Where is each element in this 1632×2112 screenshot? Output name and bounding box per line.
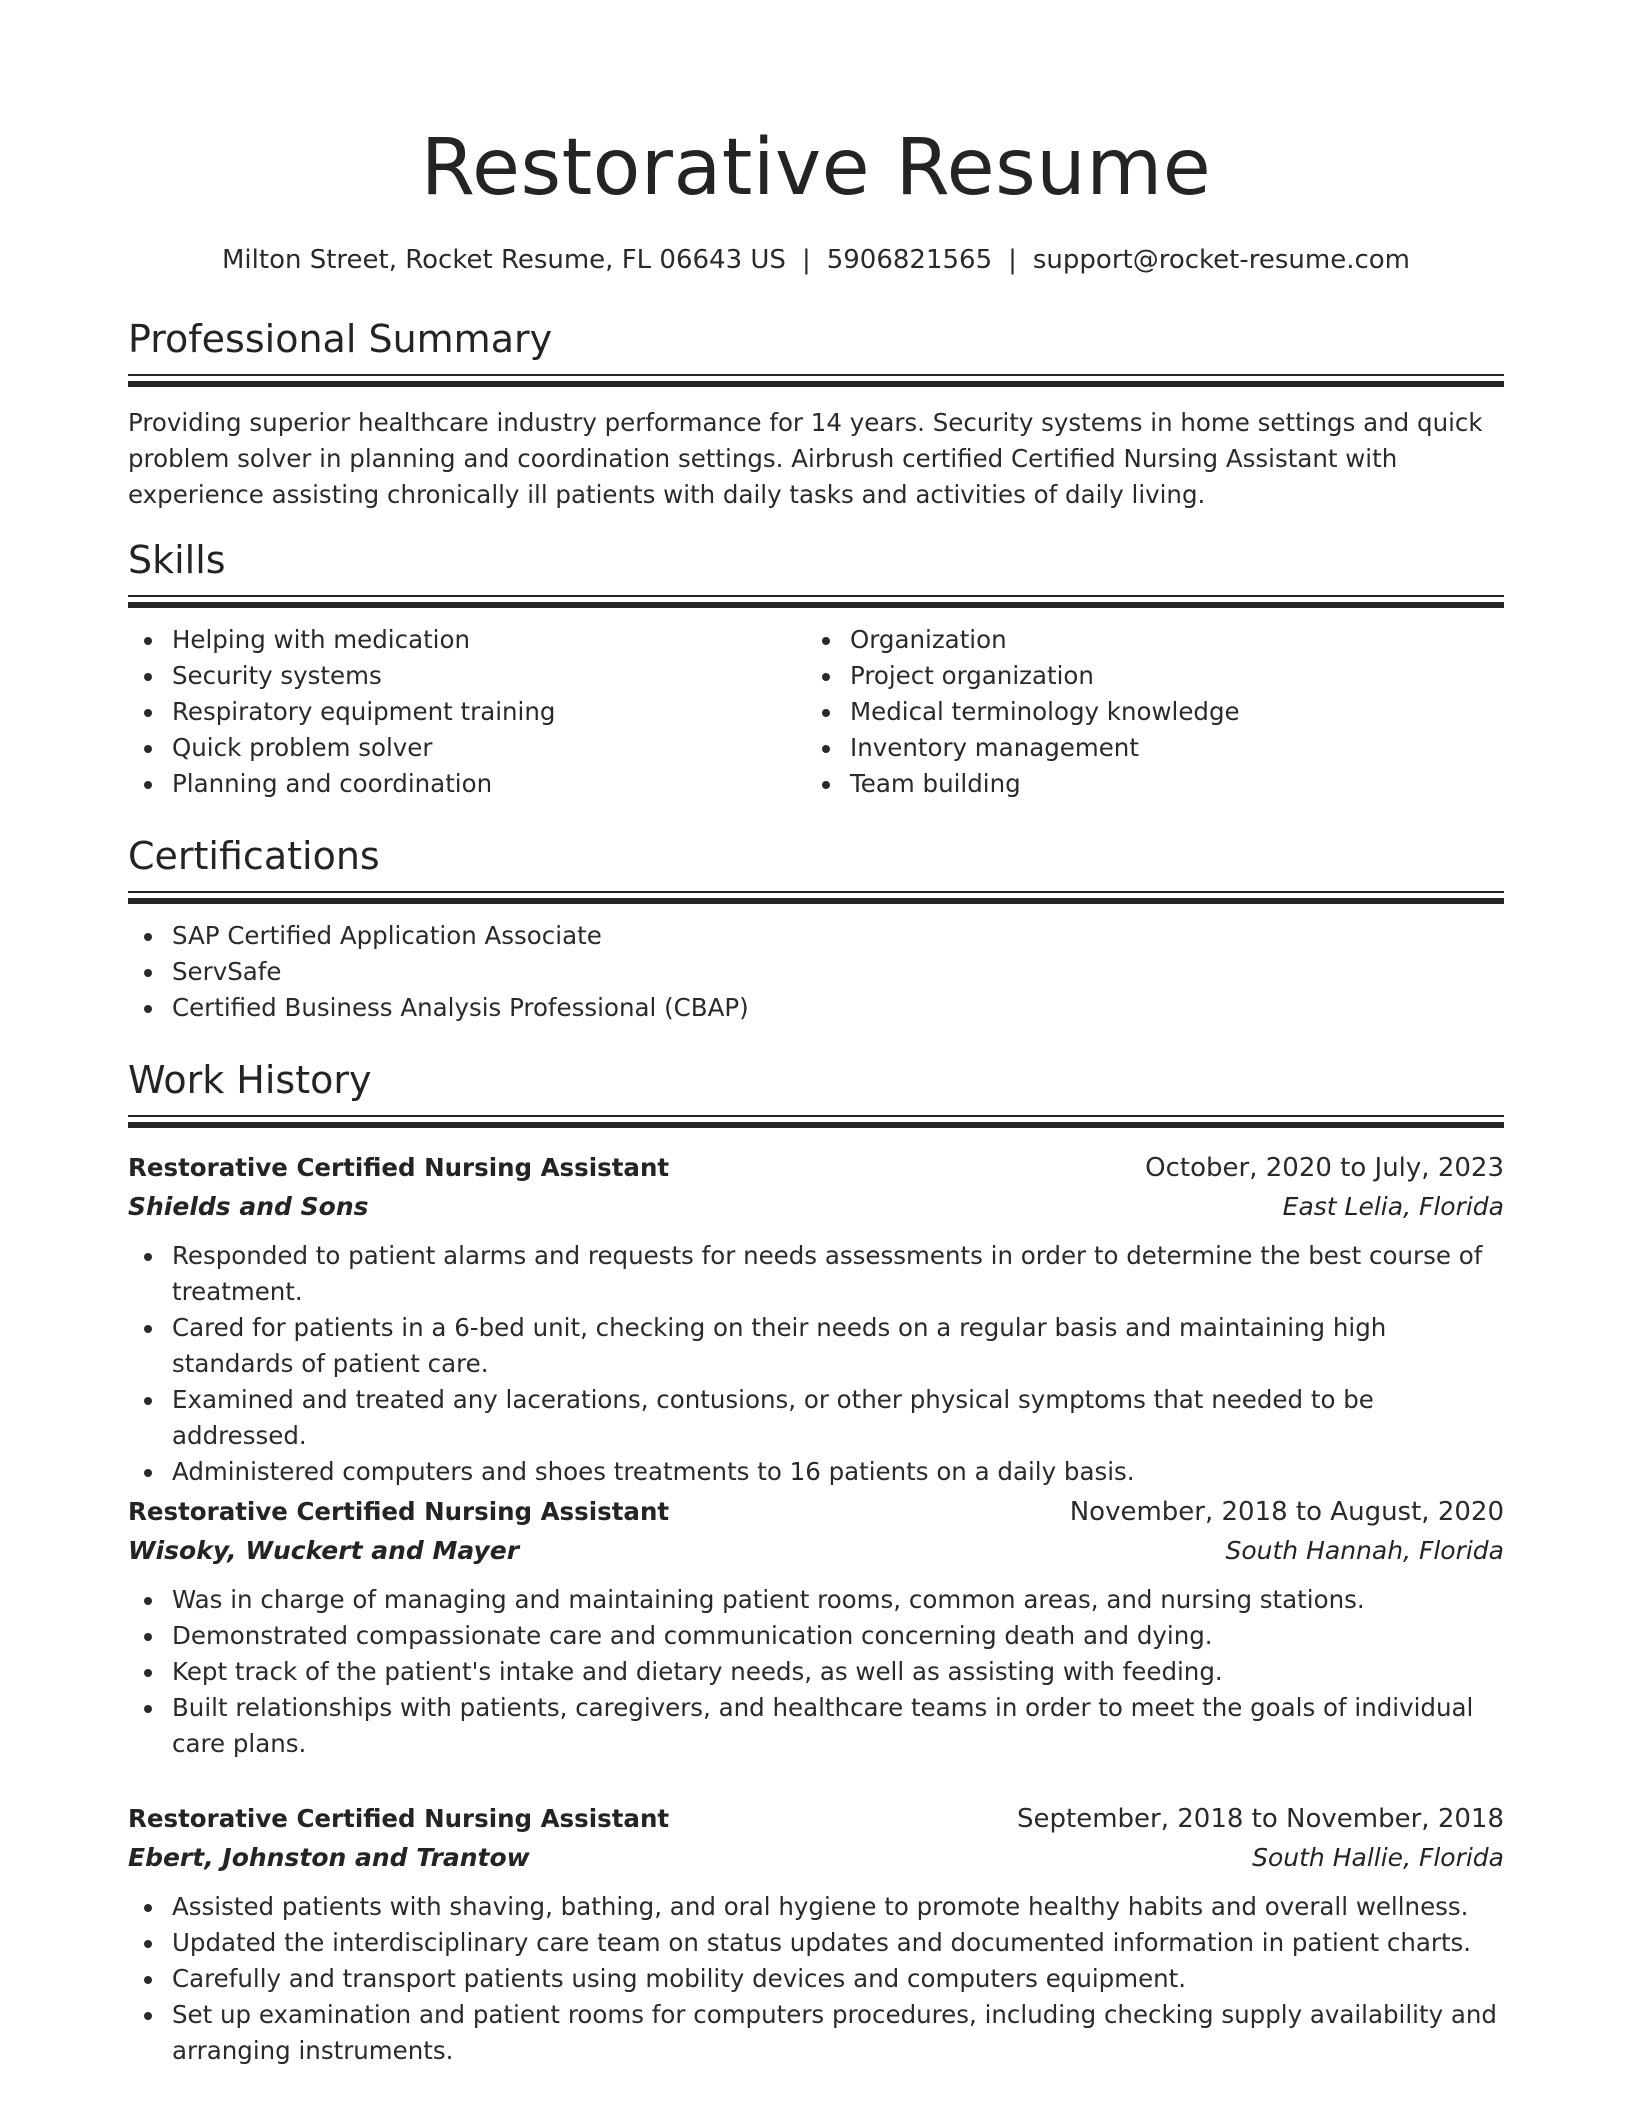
job-company: Wisoky, Wuckert and Mayer: [128, 1536, 520, 1565]
job-entry: [128, 1799, 1504, 2069]
skills-left-list: [128, 622, 806, 802]
certifications-section: [128, 831, 1504, 1026]
job-bullet: Updated the interdisciplinary care team on status updates and documented information in patient charts.: [128, 1925, 1504, 1961]
section-divider: [128, 595, 1504, 608]
job-bullet: Set up examination and patient rooms for computers procedures, including checking supply availability and arranging instruments.: [128, 1997, 1504, 2069]
skill-item: Security systems: [128, 658, 806, 694]
skills-section: [128, 535, 1504, 802]
job-entry: [128, 1148, 1504, 1490]
section-divider: [128, 374, 1504, 387]
skill-item: Helping with medication: [128, 622, 806, 658]
job-header: [128, 1148, 1504, 1188]
job-bullet: Examined and treated any lacerations, contusions, or other physical symptoms that needed to be addressed.: [128, 1382, 1504, 1454]
job-bullet: Demonstrated compassionate care and communication concerning death and dying.: [128, 1618, 1504, 1654]
job-location: South Hallie, Florida: [1252, 1843, 1504, 1872]
skills-grid: [128, 622, 1504, 802]
summary-text: Providing superior healthcare industry performance for 14 years. Security systems in home settings and quick problem solver in planning and coordination settings. Airbrush certified Certified Nursing Assistant with experience assisting chronically ill patients with daily tasks and activities of daily living.: [128, 408, 1483, 509]
job-bullet: Kept track of the patient's intake and dietary needs, as well as assisting with feeding.: [128, 1654, 1504, 1690]
job-subheader: [128, 1839, 1504, 1877]
work-section: [128, 1055, 1504, 1128]
job-header: [128, 1799, 1504, 1839]
skill-item: Quick problem solver: [128, 730, 806, 766]
certifications-list: [128, 918, 1504, 1026]
job-dates: November, 2018 to August, 2020: [1069, 1497, 1504, 1527]
job-company: Ebert, Johnston and Trantow: [128, 1843, 530, 1872]
resume-name: Restorative Resume: [420, 123, 1212, 213]
skill-item: Medical terminology knowledge: [806, 694, 1484, 730]
summary-heading: Professional Summary: [128, 317, 553, 361]
job-bullet-list: [128, 1238, 1504, 1490]
job-title: Restorative Certified Nursing Assistant: [128, 1804, 670, 1833]
job-dates: October, 2020 to July, 2023: [1145, 1153, 1504, 1183]
job-bullet-list: [128, 1582, 1504, 1762]
contact-line: [128, 242, 1504, 278]
skill-item: Team building: [806, 766, 1484, 802]
certification-item: SAP Certified Application Associate: [128, 918, 1504, 954]
job-bullet: Administered computers and shoes treatments to 16 patients on a daily basis.: [128, 1454, 1504, 1490]
section-divider: [128, 1115, 1504, 1128]
job-subheader: [128, 1188, 1504, 1226]
section-divider: [128, 891, 1504, 904]
job-entry: [128, 1492, 1504, 1762]
certification-item: Certified Business Analysis Professional (CBAP): [128, 990, 1504, 1026]
skill-item: Project organization: [806, 658, 1484, 694]
summary-section: [128, 314, 1504, 538]
skills-right-list: [806, 622, 1484, 802]
work-heading: Work History: [128, 1058, 372, 1102]
job-bullet: Cared for patients in a 6-bed unit, checking on their needs on a regular basis and maintaining high standards of patient care.: [128, 1310, 1504, 1382]
job-bullet: Built relationships with patients, caregivers, and healthcare teams in order to meet the goals of individual care plans.: [128, 1690, 1504, 1762]
skill-item: Inventory management: [806, 730, 1484, 766]
certifications-heading: Certifications: [128, 834, 380, 878]
job-bullet: Was in charge of managing and maintaining patient rooms, common areas, and nursing stations.: [128, 1582, 1504, 1618]
contact-email: support@rocket-resume.com: [1032, 245, 1410, 275]
job-title: Restorative Certified Nursing Assistant: [128, 1497, 670, 1526]
job-title: Restorative Certified Nursing Assistant: [128, 1153, 670, 1182]
job-location: South Hannah, Florida: [1225, 1536, 1504, 1565]
contact-separator: |: [1008, 245, 1017, 275]
skill-item: Planning and coordination: [128, 766, 806, 802]
job-company: Shields and Sons: [128, 1192, 369, 1221]
job-bullet: Carefully and transport patients using mobility devices and computers equipment.: [128, 1961, 1504, 1997]
job-bullet: Responded to patient alarms and requests for needs assessments in order to determine the best course of treatment.: [128, 1238, 1504, 1310]
job-location: East Lelia, Florida: [1282, 1192, 1504, 1221]
job-header: [128, 1492, 1504, 1532]
job-dates: September, 2018 to November, 2018: [1017, 1804, 1504, 1834]
skill-item: Respiratory equipment training: [128, 694, 806, 730]
job-subheader: [128, 1532, 1504, 1570]
resume-page: [128, 0, 1504, 2065]
contact-address: Milton Street, Rocket Resume, FL 06643 US: [222, 245, 786, 275]
job-bullet: Assisted patients with shaving, bathing, and oral hygiene to promote healthy habits and overall wellness.: [128, 1889, 1504, 1925]
contact-separator: |: [801, 245, 811, 275]
certification-item: ServSafe: [128, 954, 1504, 990]
job-bullet-list: [128, 1889, 1504, 2069]
skills-heading: Skills: [128, 538, 226, 582]
contact-phone: 5906821565: [826, 245, 993, 275]
skill-item: Organization: [806, 622, 1484, 658]
